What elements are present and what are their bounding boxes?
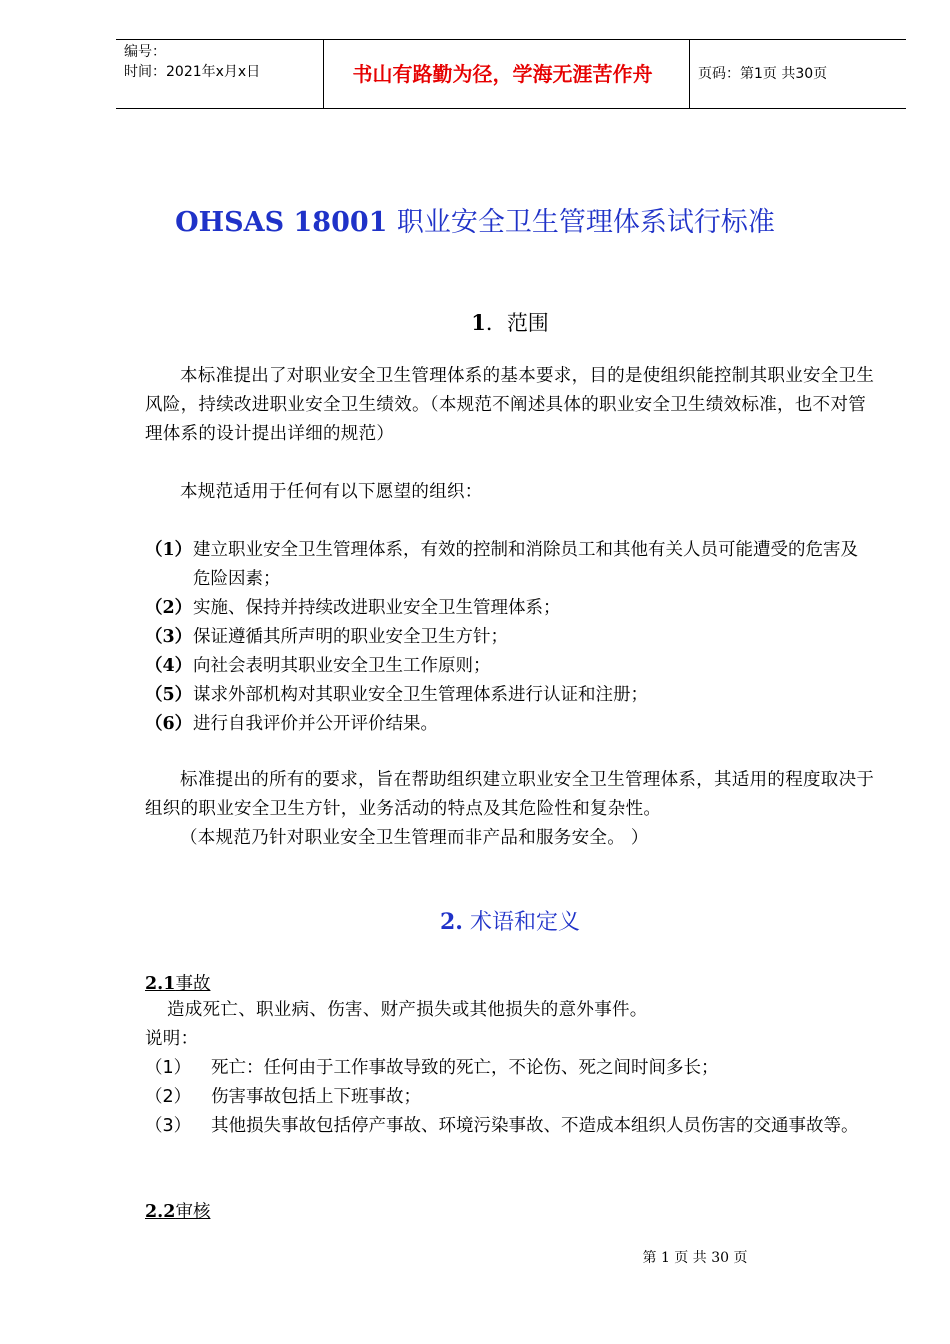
header-meta-cell [116, 40, 324, 108]
section-1-sep: ． [485, 311, 507, 335]
note-item [145, 1112, 875, 1141]
section-1-paragraph-3: 标准提出的所有的要求，旨在帮助组织建立职业安全卫生管理体系，其适用的程度取决于组织的职业安全卫生方针，业务活动的特点及其危险性和复杂性。 [145, 770, 875, 819]
definition-text: 造成死亡、职业病、伤害、财产损失或其他损失的意外事件。 [167, 1000, 648, 1020]
note-item [145, 1054, 875, 1083]
list-item-text: 保证遵循其所声明的职业安全卫生方针； [193, 627, 508, 647]
section-2-label: 术语和定义 [469, 910, 580, 935]
section-1-paragraph-4: （本规范乃针对职业安全卫生管理而非产品和服务安全。 ） [180, 828, 649, 848]
list-item-text: 建立职业安全卫生管理体系，有效的控制和消除员工和其他有关人员可能遭受的危害及危险因素； [193, 540, 858, 589]
note-text: 其他损失事故包括停产事故、环境污染事故、不造成本组织人员伤害的交通事故等。 [211, 1116, 859, 1136]
list-item [145, 652, 875, 681]
note-text: 死亡：任何由于工作事故导致的死亡，不论伤、死之间时间多长； [211, 1058, 719, 1078]
note-number: （1） [145, 1058, 192, 1078]
list-item-text: 向社会表明其职业安全卫生工作原则； [193, 656, 491, 676]
section-2-heading [0, 905, 950, 936]
section-1-label: 范围 [506, 311, 549, 335]
list-item-text: 进行自我评价并公开评价结果。 [193, 714, 438, 734]
section-2-number: 2. [440, 909, 463, 935]
section-1-paragraph-1: 本标准提出了对职业安全卫生管理体系的基本要求，目的是使组织能控制其职业安全卫生风险，持续改进职业安全卫生绩效。（本规范不阐述具体的职业安全卫生绩效标准，也不对管理体系的设计提出详细的规范） [145, 366, 875, 444]
subsection-2-2-label: 审核 [175, 1202, 211, 1222]
subsection-2-1-number: 2.1 [145, 974, 176, 994]
note-number: （2） [145, 1087, 192, 1107]
list-item-text: 实施、保持并持续改进职业安全卫生管理体系； [193, 598, 561, 618]
list-item-number: （1） [145, 540, 193, 560]
time-label: 时间：2021年x月x日 [124, 64, 261, 80]
list-item-text: 谋求外部机构对其职业安全卫生管理体系进行认证和注册； [193, 685, 648, 705]
title-cjk: 职业安全卫生管理体系试行标准 [396, 207, 775, 238]
subsection-2-2-number: 2.2 [145, 1202, 176, 1222]
section-1-paragraph-2: 本规范适用于任何有以下愿望的组织： [180, 482, 483, 502]
page-header [116, 39, 906, 109]
list-item [145, 623, 875, 652]
note-label: 说明： [145, 1029, 199, 1049]
subsection-2-1-heading [145, 970, 210, 995]
list-item-number: （6） [145, 714, 193, 734]
list-item [145, 681, 875, 710]
serial-label: 编号： [124, 44, 166, 60]
section-1-heading [0, 307, 950, 337]
section-1-number: 1 [471, 310, 486, 335]
title-latin: OHSAS 18001 [175, 207, 388, 238]
page-footer: 第 1 页 共 30 页 [642, 1250, 748, 1266]
note-item [145, 1083, 875, 1112]
list-item-number: （5） [145, 685, 193, 705]
note-text: 伤害事故包括上下班事故； [211, 1087, 421, 1107]
list-item-number: （3） [145, 627, 193, 647]
list-item [145, 594, 875, 623]
subsection-2-2-heading [145, 1198, 210, 1223]
list-item-number: （4） [145, 656, 193, 676]
header-page-label: 页码：第1页 共30页 [698, 66, 828, 82]
header-motto: 书山有路勤为径，学海无涯苦作舟 [316, 40, 690, 108]
subsection-2-1-label: 事故 [175, 974, 211, 994]
list-item-number: （2） [145, 598, 193, 618]
note-number: （3） [145, 1116, 192, 1136]
document-title [0, 200, 950, 239]
list-item [145, 536, 875, 589]
list-item [145, 710, 875, 739]
